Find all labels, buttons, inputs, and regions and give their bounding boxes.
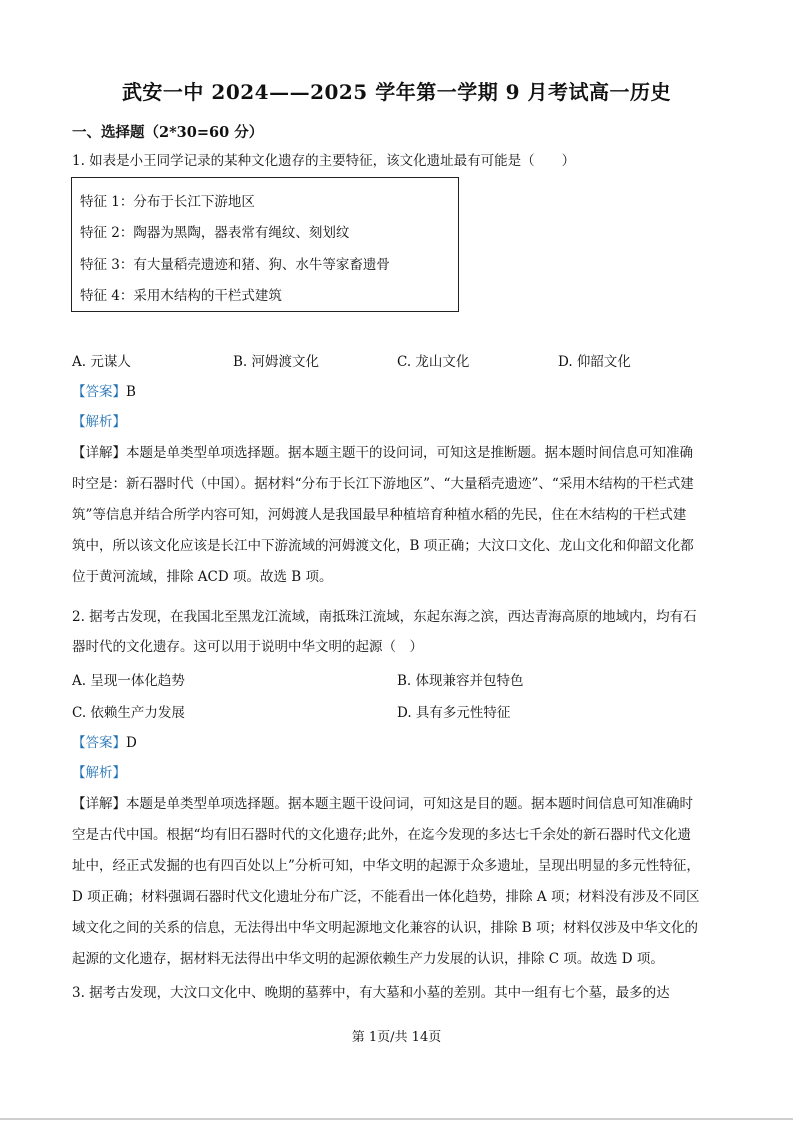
question-1-answer [72, 382, 136, 402]
question-2-analysis-tag: 【解析】 [72, 765, 126, 781]
question-2-detail-line: D 项正确；材料强调石器时代文化遗址分布广泛，不能看出一体化趋势，排除 A 项；材料没有涉及不同区 [72, 889, 700, 905]
question-1-detail-line: 筑中，所以该文化应该是长江中下游流域的河姆渡文化，B 项正确；大汶口文化、龙山文化和仰韶文化都 [72, 538, 694, 554]
question-1-option-b: B. 河姆渡文化 [233, 354, 320, 370]
feature-item: 特征 1：分布于长江下游地区 [80, 194, 255, 210]
question-1-option-a: A. 元谋人 [72, 354, 131, 370]
question-2-detail-line: 空是古代中国。根据“均有旧石器时代的文化遗存;此外，在迄今发现的多达七千余处的新石器时代文化遗 [72, 827, 691, 843]
answer-value: D [126, 735, 137, 751]
question-2-detail-line: 域文化之间的关系的信息，无法得出中华文明起源地文化兼容的认识，排除 B 项；材料仅涉及中华文化的 [72, 920, 699, 936]
question-1-detail-line: 【详解】本题是单类型单项选择题。据本题主题干的设问词，可知这是推断题。据本题时间信息可知准确 [72, 445, 693, 461]
question-2-answer [72, 733, 137, 753]
answer-value: B [126, 384, 136, 400]
question-3-stem: 3. 据考古发现，大汶口文化中、晚期的墓葬中，有大墓和小墓的差别。其中一组有七个墓，最多的达 [72, 985, 670, 1001]
feature-item: 特征 4：采用木结构的干栏式建筑 [80, 288, 282, 304]
question-2-option-d: D. 具有多元性特征 [397, 705, 511, 721]
section-heading: 一、选择题（2*30=60 分） [72, 124, 264, 141]
question-2-detail-line: 起源的文化遗存，据材料无法得出中华文明的起源依赖生产力发展的认识，排除 C 项。故选 D 项。 [72, 951, 664, 967]
question-2-detail-line: 址中，经正式发掘的也有四百处以上”分析可知，中华文明的起源于众多遗址，呈现出明显的多元性特征， [72, 858, 700, 874]
question-1-option-d: D. 仰韶文化 [558, 354, 631, 370]
question-2-option-b: B. 体现兼容并包特色 [397, 673, 524, 689]
question-1-detail-line: 位于黄河流域，排除 ACD 项。故选 B 项。 [72, 569, 333, 585]
question-1-detail-line: 筑”等信息并结合所学内容可知，河姆渡人是我国最早种植培育种植水稻的先民，住在木结构的干栏式建 [72, 507, 687, 523]
question-1-option-c: C. 龙山文化 [397, 354, 470, 370]
feature-table [71, 177, 459, 312]
feature-item: 特征 2：陶器为黑陶，器表常有绳纹、刻划纹 [80, 225, 350, 241]
answer-tag: 【答案】 [72, 384, 126, 400]
page-footer: 第 1页/共 14页 [351, 1030, 442, 1045]
question-2-stem-line: 2. 据考古发现，在我国北至黑龙江流域，南抵珠江流域，东起东海之滨，西达青海高原的地域内，均有石 [72, 609, 697, 625]
question-2-option-a: A. 呈现一体化趋势 [72, 673, 185, 689]
question-2-stem-line: 器时代的文化遗存。这可以用于说明中华文明的起源（ ） [72, 639, 423, 655]
question-1-detail-line: 时空是：新石器时代（中国）。据材料“分布于长江下游地区”、“大量稻壳遗迹”、“采用木结构的干栏式建 [72, 476, 694, 492]
question-2-detail-line: 【详解】本题是单类型单项选择题。据本题主题干设问词，可知这是目的题。据本题时间信息可知准确时 [72, 796, 693, 812]
question-1-analysis-tag: 【解析】 [72, 414, 126, 430]
feature-item: 特征 3：有大量稻壳遗迹和猪、狗、水牛等家畜遗骨 [80, 257, 390, 273]
page-title: 武安一中 2024——2025 学年第一学期 9 月考试高一历史 [121, 80, 672, 104]
answer-tag: 【答案】 [72, 735, 126, 751]
question-2-option-c: C. 依赖生产力发展 [72, 705, 185, 721]
page-bottom-divider [0, 1118, 793, 1120]
question-1-stem: 1. 如表是小王同学记录的某种文化遗存的主要特征，该文化遗址最有可能是（ ） [72, 153, 576, 169]
